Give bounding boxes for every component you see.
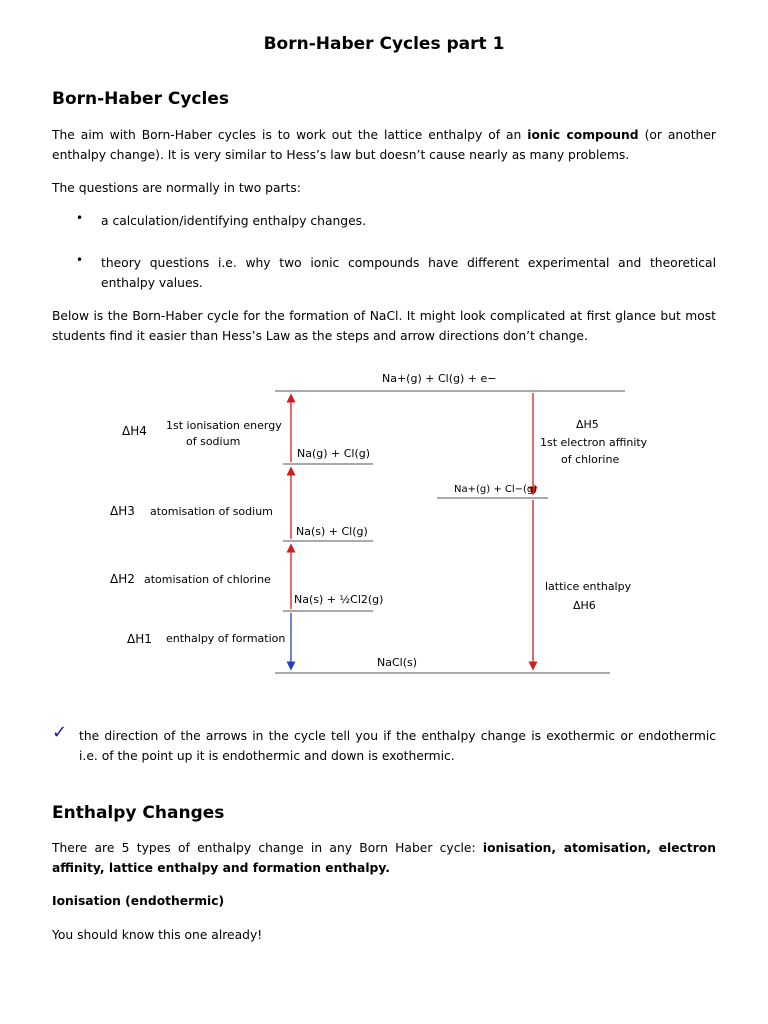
dh5-label-line2: of chlorine xyxy=(561,453,620,466)
dh4-label-line2: of sodium xyxy=(186,435,241,448)
enthalpy-types-text: There are 5 types of enthalpy change in any Born Haber cycle: xyxy=(52,841,483,855)
arrow-direction-note: the direction of the arrows in the cycle tell you if the enthalpy change is exothermic or endothermic i.e. of the point up it is endothermic and down is exothermic. xyxy=(79,729,716,763)
below-paragraph: Below is the Born-Haber cycle for the formation of NaCl. It might look complicated at first glance but most students find it easier than Hess’s Law as the steps and arrow directions don’t change. xyxy=(52,309,716,343)
born-haber-diagram xyxy=(0,360,768,690)
parts-intro: The questions are normally in two parts: xyxy=(52,181,301,195)
dh6-symbol: ΔH6 xyxy=(573,599,596,612)
dh2-label: atomisation of chlorine xyxy=(144,573,271,586)
dh1-symbol: ΔH1 xyxy=(127,632,152,646)
dh5-symbol: ΔH5 xyxy=(576,418,599,431)
intro-bold-term: ionic compound xyxy=(527,128,639,142)
dh3-label: atomisation of sodium xyxy=(150,505,273,518)
checkmark-icon: ✓ xyxy=(52,722,68,743)
dh5-label-line1: 1st electron affinity xyxy=(540,436,648,449)
bullet-item-2: theory questions i.e. why two ionic compounds have different experimental and theoretical enthalpy values. xyxy=(101,256,716,290)
enthalpy-types-paragraph xyxy=(52,838,716,878)
level-label-na-solid-cl-gas: Na(s) + Cl(g) xyxy=(296,525,368,538)
bullet-item-1: a calculation/identifying enthalpy changes. xyxy=(101,214,366,228)
dh4-label-line1: 1st ionisation energy xyxy=(166,419,282,432)
ionisation-text: You should know this one already! xyxy=(52,928,263,942)
dh2-symbol: ΔH2 xyxy=(110,572,135,586)
intro-text-a: The aim with Born-Haber cycles is to work out the lattice enthalpy of an xyxy=(52,128,528,142)
intro-text-b: (or another enthalpy change). It is very similar to Hess’s law but doesn’t cause nearly as many problems. xyxy=(52,128,716,162)
level-label-nacl: NaCl(s) xyxy=(377,656,418,669)
section-heading-enthalpy-changes: Enthalpy Changes xyxy=(52,803,225,823)
dh3-symbol: ΔH3 xyxy=(110,504,135,518)
section-heading-born-haber: Born-Haber Cycles xyxy=(52,89,229,109)
level-label-na-cl-gas: Na(g) + Cl(g) xyxy=(297,447,371,460)
bullet-dot: • xyxy=(76,253,84,267)
intro-paragraph xyxy=(52,125,716,165)
level-label-elements: Na(s) + ½Cl2(g) xyxy=(294,593,384,606)
dh1-label: enthalpy of formation xyxy=(166,632,286,645)
enthalpy-types-bold: ionisation, atomisation, electron affinity, lattice enthalpy and formation enthalpy. xyxy=(52,841,716,875)
page-title: Born-Haber Cycles part 1 xyxy=(263,34,505,54)
level-label-ions: Na+(g) + Cl−(g) xyxy=(454,484,538,495)
dh6-label: lattice enthalpy xyxy=(545,580,632,593)
level-label-top: Na+(g) + Cl(g) + e− xyxy=(382,372,497,385)
bullet-dot: • xyxy=(76,211,84,225)
ionisation-subheading: Ionisation (endothermic) xyxy=(52,894,225,908)
dh4-symbol: ΔH4 xyxy=(122,424,147,438)
